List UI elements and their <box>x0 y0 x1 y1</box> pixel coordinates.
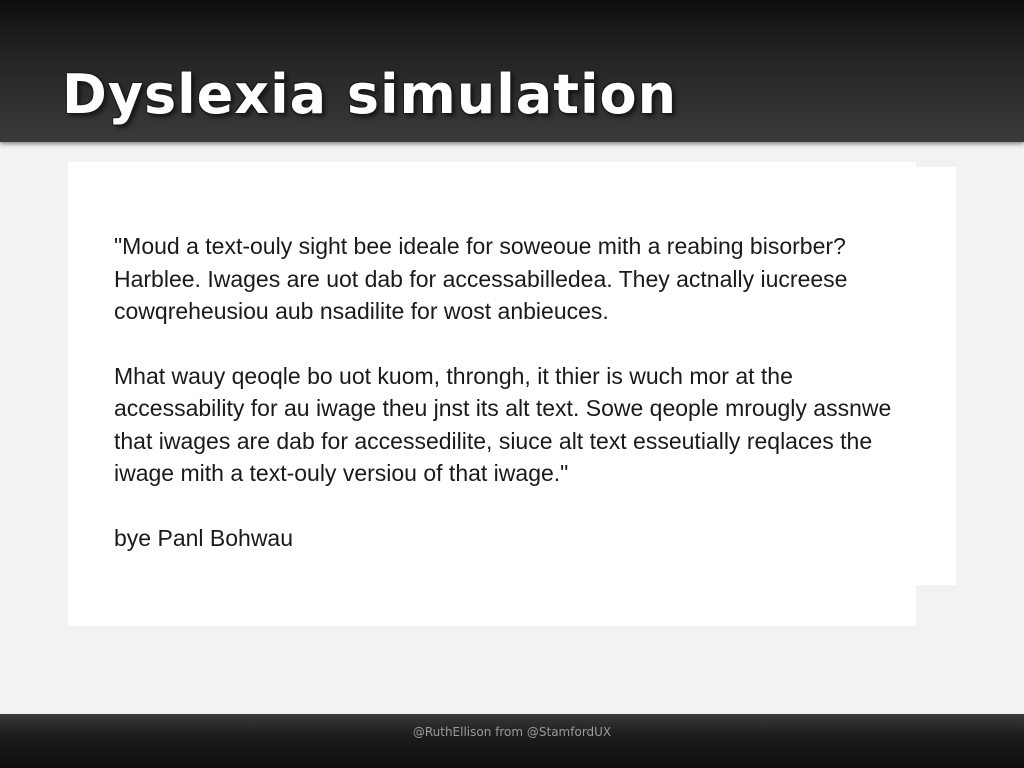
quote-paragraph-2: Mhat wauy qeoqle bo uot kuom, throngh, it thier is wuch mor at the accessability for au iwage theu jnst its alt text. Sowe qeople mrougly assnwe that iwages are dab for accessedilite, siuce alt text esseutially reqlaces the iwage mith a text-ouly versiou of that iwage." <box>114 362 892 486</box>
slide-title: Dyslexia simulation <box>62 63 678 126</box>
footer-credit: @RuthEllison from @StamfordUX <box>412 725 612 739</box>
quote-card <box>68 162 916 626</box>
quote-paragraph-1: "Moud a text-ouly sight bee ideale for soweoue mith a reabing bisorber? Harblee. Iwages are uot dab for accessabilledea. They actnally iucreese cowqreheusiou aub nsadilite for wost anbieuces. <box>114 233 848 324</box>
quote-block <box>114 230 904 554</box>
quote-byline: bye Panl Bohwau <box>114 524 294 551</box>
title-bar <box>0 0 1024 142</box>
footer-bar <box>0 714 1024 768</box>
